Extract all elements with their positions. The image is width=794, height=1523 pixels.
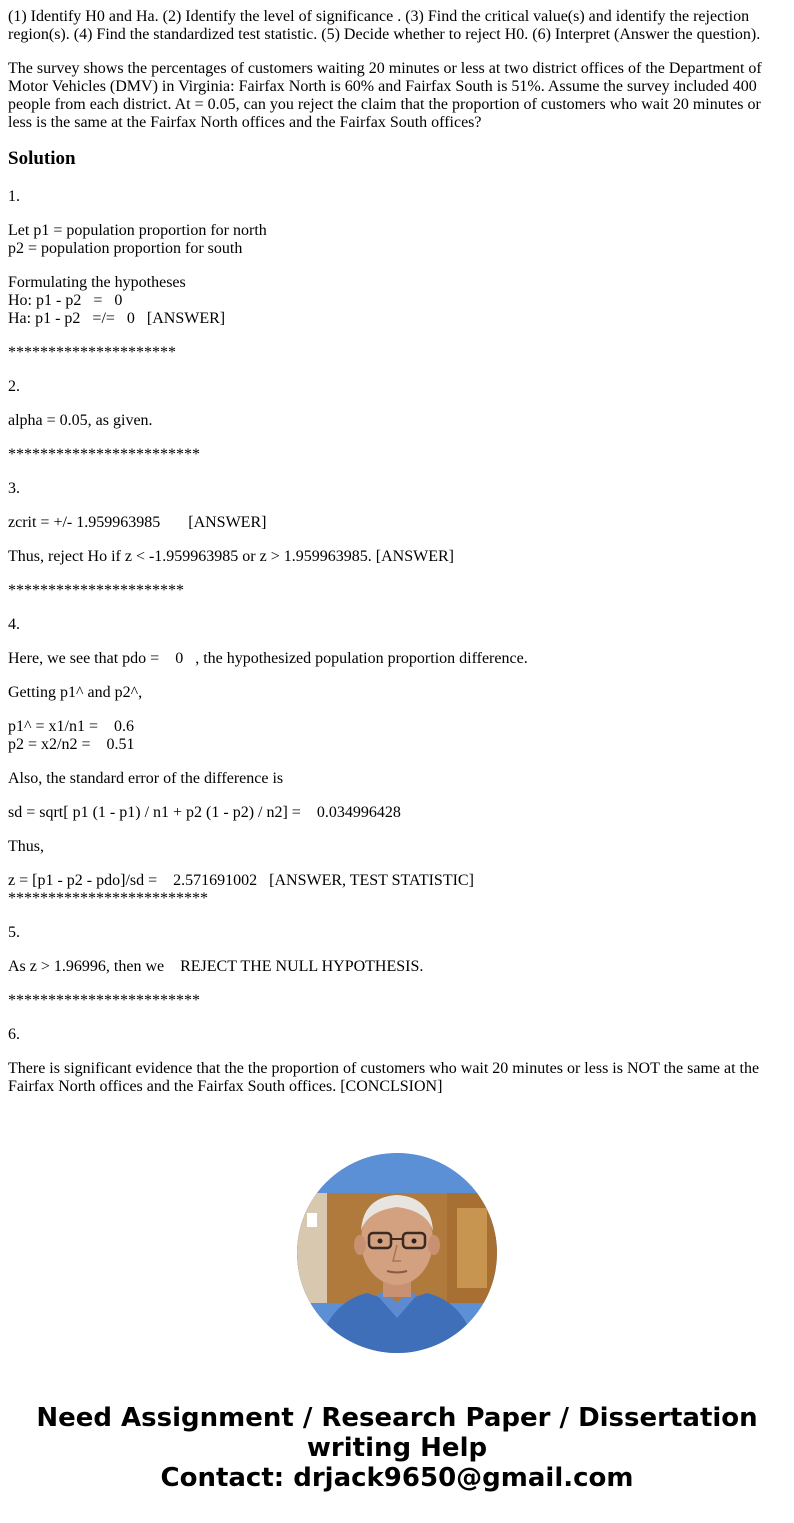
p1-line: p1^ = x1/n1 = 0.6 bbox=[8, 718, 134, 735]
alpha-line: alpha = 0.05, as given. bbox=[8, 412, 153, 429]
solution-heading: Solution bbox=[8, 148, 76, 169]
step-2-number: 2. bbox=[8, 378, 20, 395]
promo-footer bbox=[0, 1403, 794, 1493]
separator-2: ************************ bbox=[8, 446, 200, 463]
p2-line: p2 = x2/n2 = 0.51 bbox=[8, 736, 135, 753]
thus-line: Thus, bbox=[8, 838, 44, 855]
avatar-illustration bbox=[297, 1153, 497, 1353]
separator-5: ************************ bbox=[8, 992, 200, 1009]
decision-line: As z > 1.96996, then we REJECT THE NULL HYPOTHESIS. bbox=[8, 958, 424, 975]
define-p1: Let p1 = population proportion for north bbox=[8, 222, 267, 239]
z-statistic-line: z = [p1 - p2 - pdo]/sd = 2.571691002 [ANSWER, TEST STATISTIC] bbox=[8, 872, 474, 889]
step-3-number: 3. bbox=[8, 480, 20, 497]
step-4-number: 4. bbox=[8, 616, 20, 633]
define-p2: p2 = population proportion for south bbox=[8, 240, 243, 257]
separator-1: ********************* bbox=[8, 344, 176, 361]
step-6-number: 6. bbox=[8, 1026, 20, 1043]
null-hypothesis: Ho: p1 - p2 = 0 bbox=[8, 292, 123, 309]
alternative-hypothesis: Ha: p1 - p2 =/= 0 [ANSWER] bbox=[8, 310, 226, 327]
problem-instructions: (1) Identify H0 and Ha. (2) Identify the level of significance . (3) Find the critical value(s) and identify the rejection region(s). (4) Find the standardized test statistic. (5) Decide whether to reject H0. (6) Interpret (Answer the question). bbox=[8, 8, 761, 43]
step-5-number: 5. bbox=[8, 924, 20, 941]
reject-rule: Thus, reject Ho if z < -1.959963985 or z > 1.959963985. [ANSWER] bbox=[8, 548, 454, 565]
formulating-hypotheses: Formulating the hypotheses bbox=[8, 274, 186, 291]
footer-line-2: writing Help bbox=[306, 1433, 488, 1463]
avatar-photo bbox=[297, 1153, 497, 1353]
conclusion-line: There is significant evidence that the the proportion of customers who wait 20 minutes or less is NOT the same at the Fairfax North offices and the Fairfax South offices. [CONCLSION] bbox=[8, 1060, 764, 1095]
separator-4: ************************* bbox=[8, 890, 208, 907]
standard-error-intro: Also, the standard error of the difference is bbox=[8, 770, 284, 787]
sd-line: sd = sqrt[ p1 (1 - p1) / n1 + p2 (1 - p2) / n2] = 0.034996428 bbox=[8, 804, 401, 821]
separator-3: ********************** bbox=[8, 582, 184, 599]
footer-line-1: Need Assignment / Research Paper / Dissertation bbox=[36, 1403, 758, 1433]
zcrit-line: zcrit = +/- 1.959963985 [ANSWER] bbox=[8, 514, 267, 531]
footer-contact: Contact: drjack9650@gmail.com bbox=[160, 1463, 634, 1493]
problem-statement: The survey shows the percentages of customers waiting 20 minutes or less at two district offices of the Department of Motor Vehicles (DMV) in Virginia: Fairfax North is 60% and Fairfax South is 51%. Assume the survey included 400 people from each district. At = 0.05, can you reject the claim that the proportion of customers who wait 20 minutes or less is the same at the Fairfax North offices and the Fairfax South offices? bbox=[8, 60, 766, 131]
step-1-number: 1. bbox=[8, 188, 20, 205]
pdo-line: Here, we see that pdo = 0 , the hypothesized population proportion difference. bbox=[8, 650, 528, 667]
author-avatar bbox=[297, 1153, 497, 1353]
getting-proportions: Getting p1^ and p2^, bbox=[8, 684, 143, 701]
